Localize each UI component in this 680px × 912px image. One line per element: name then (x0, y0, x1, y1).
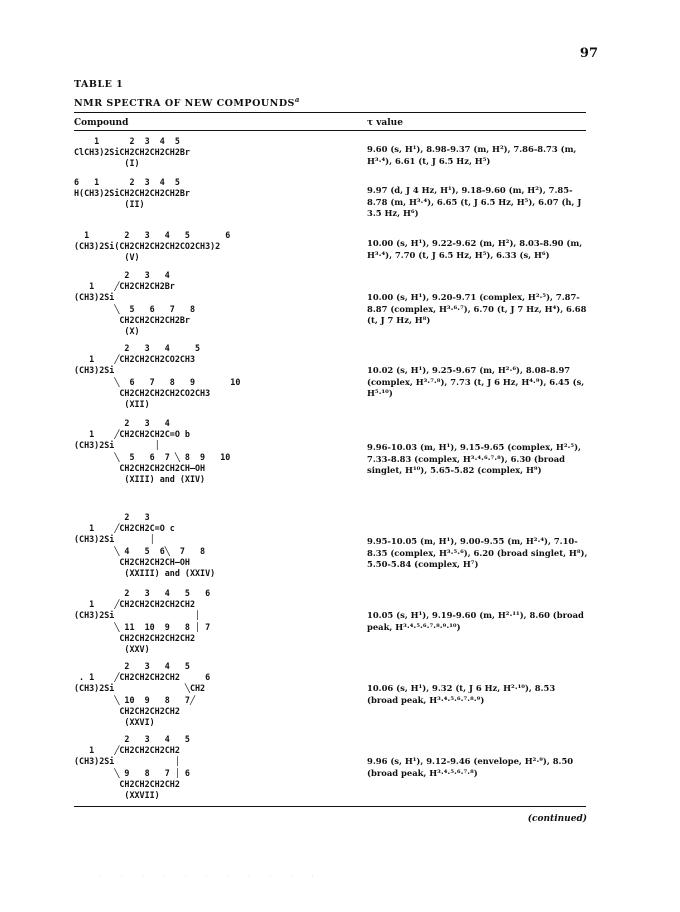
table-bottom-rule (74, 806, 586, 807)
column-header-compound: Compound (74, 118, 129, 128)
continued-label: (continued) (527, 814, 587, 824)
table-title-text: NMR SPECTRA OF NEW COMPOUNDS (74, 98, 295, 110)
table-label: TABLE 1 (74, 79, 124, 90)
tau-value: 9.95-10.05 (m, H¹), 9.00-9.55 (m, H²·⁴), 7.10-8.35 (complex, H³·⁵·⁶), 6.20 (broad singlet, H⁸), 5.50-5.84 (complex, H⁷) (367, 536, 588, 569)
tau-value: 10.00 (s, H¹), 9.22-9.62 (m, H²), 8.03-8.90 (m, H³·⁴), 7.70 (t, J 6.5 Hz, H⁵), 6.33 (s, H⁶) (367, 238, 583, 260)
compound-structure: 2 3 4 1 ╱CH2CH2CH2C=O b (CH3)2Si │ ╲ 5 6 7 ╲ 8 9 10 CH2CH2CH2CH2CH—OH (XIII) and (XIV) (74, 418, 231, 485)
tau-value: 10.06 (s, H¹), 9.32 (t, J 6 Hz, H²·¹⁰), 8.53 (broad peak, H³·⁴·⁵·⁶·⁷·⁸·⁹) (367, 683, 556, 705)
compound-structure: 2 3 4 5 1 ╱CH2CH2CH2CO2CH3 (CH3)2Si ╲ 6 7 8 9 10 CH2CH2CH2CH2CO2CH3 (XII) (74, 343, 241, 410)
footer-dots: . . . . . . . . . . . (100, 872, 323, 878)
table-title (74, 95, 300, 109)
tau-value: 9.60 (s, H¹), 8.98-9.37 (m, H²), 7.86-8.73 (m, H³·⁴), 6.61 (t, J 6.5 Hz, H⁵) (367, 144, 577, 166)
table-top-rule (74, 112, 586, 113)
tau-value: 9.96 (s, H¹), 9.12-9.46 (envelope, H²·⁹), 8.50 (broad peak, H³·⁴·⁵·⁶·⁷·⁸) (367, 756, 574, 778)
compound-structure: 2 3 4 1 ╱CH2CH2CH2Br (CH3)2Si ╲ 5 6 7 8 CH2CH2CH2CH2Br (X) (74, 270, 196, 337)
compound-structure: 2 3 4 5 1 ╱CH2CH2CH2CH2 (CH3)2Si │ ╲ 9 8 7 │ 6 CH2CH2CH2CH2 (XXVII) (74, 734, 190, 801)
table-header-rule (74, 130, 586, 131)
tau-value: 10.05 (s, H¹), 9.19-9.60 (m, H²·¹¹), 8.60 (broad peak, H³·⁴·⁵·⁶·⁷·⁸·⁹·¹⁰) (367, 610, 584, 632)
compound-structure: 1 2 3 4 5 6 (CH3)2Si(CH2CH2CH2CH2CO2CH3)2 (V) (74, 230, 231, 263)
compound-structure: 2 3 1 ╱CH2CH2C=O c (CH3)2Si │ ╲ 4 5 6╲ 7 8 CH2CH2CH2CH—OH (XXIII) and (XXIV) (74, 512, 216, 579)
tau-value: 9.96-10.03 (m, H¹), 9.15-9.65 (complex, H²·⁵), 7.33-8.83 (complex, H³·⁴·⁶·⁷·⁸), 6.30 (broad singlet, H¹⁰), 5.65-5.82 (complex, H⁹) (367, 442, 581, 475)
column-header-tau: τ value (367, 118, 403, 128)
tau-value: 10.02 (s, H¹), 9.25-9.67 (m, H²·⁶), 8.08-8.97 (complex, H³·⁷·⁸), 7.73 (t, J 6 Hz, H⁴·⁹), 6.45 (s, H⁵·¹⁰) (367, 365, 585, 398)
tau-value: 10.00 (s, H¹), 9.20-9.71 (complex, H²·⁵), 7.87-8.87 (complex, H³·⁶·⁷), 6.70 (t, J 7 Hz, H⁴), 6.68 (t, J 7 Hz, H⁸) (367, 292, 587, 325)
compound-structure: 1 2 3 4 5 ClCH3)2SiCH2CH2CH2CH2Br (I) (74, 136, 190, 169)
table-title-footnote: a (294, 95, 300, 104)
page-number: 97 (579, 46, 598, 61)
compound-structure: 6 1 2 3 4 5 H(CH3)2SiCH2CH2CH2CH2Br (II) (74, 177, 190, 210)
tau-value: 9.97 (d, J 4 Hz, H¹), 9.18-9.60 (m, H²), 7.85-8.78 (m, H³·⁴), 6.65 (t, J 6.5 Hz, H⁵), 6.07 (h, J 3.5 Hz, H⁶) (367, 185, 582, 218)
compound-structure: 2 3 4 5 . 1 ╱CH2CH2CH2CH2 6 (CH3)2Si ╲CH2 ╲ 10 9 8 7╱ CH2CH2CH2CH2 (XXVI) (74, 661, 211, 728)
compound-structure: 2 3 4 5 6 1 ╱CH2CH2CH2CH2CH2 (CH3)2Si │ ╲ 11 10 9 8 │ 7 CH2CH2CH2CH2CH2 (XXV) (74, 588, 211, 655)
